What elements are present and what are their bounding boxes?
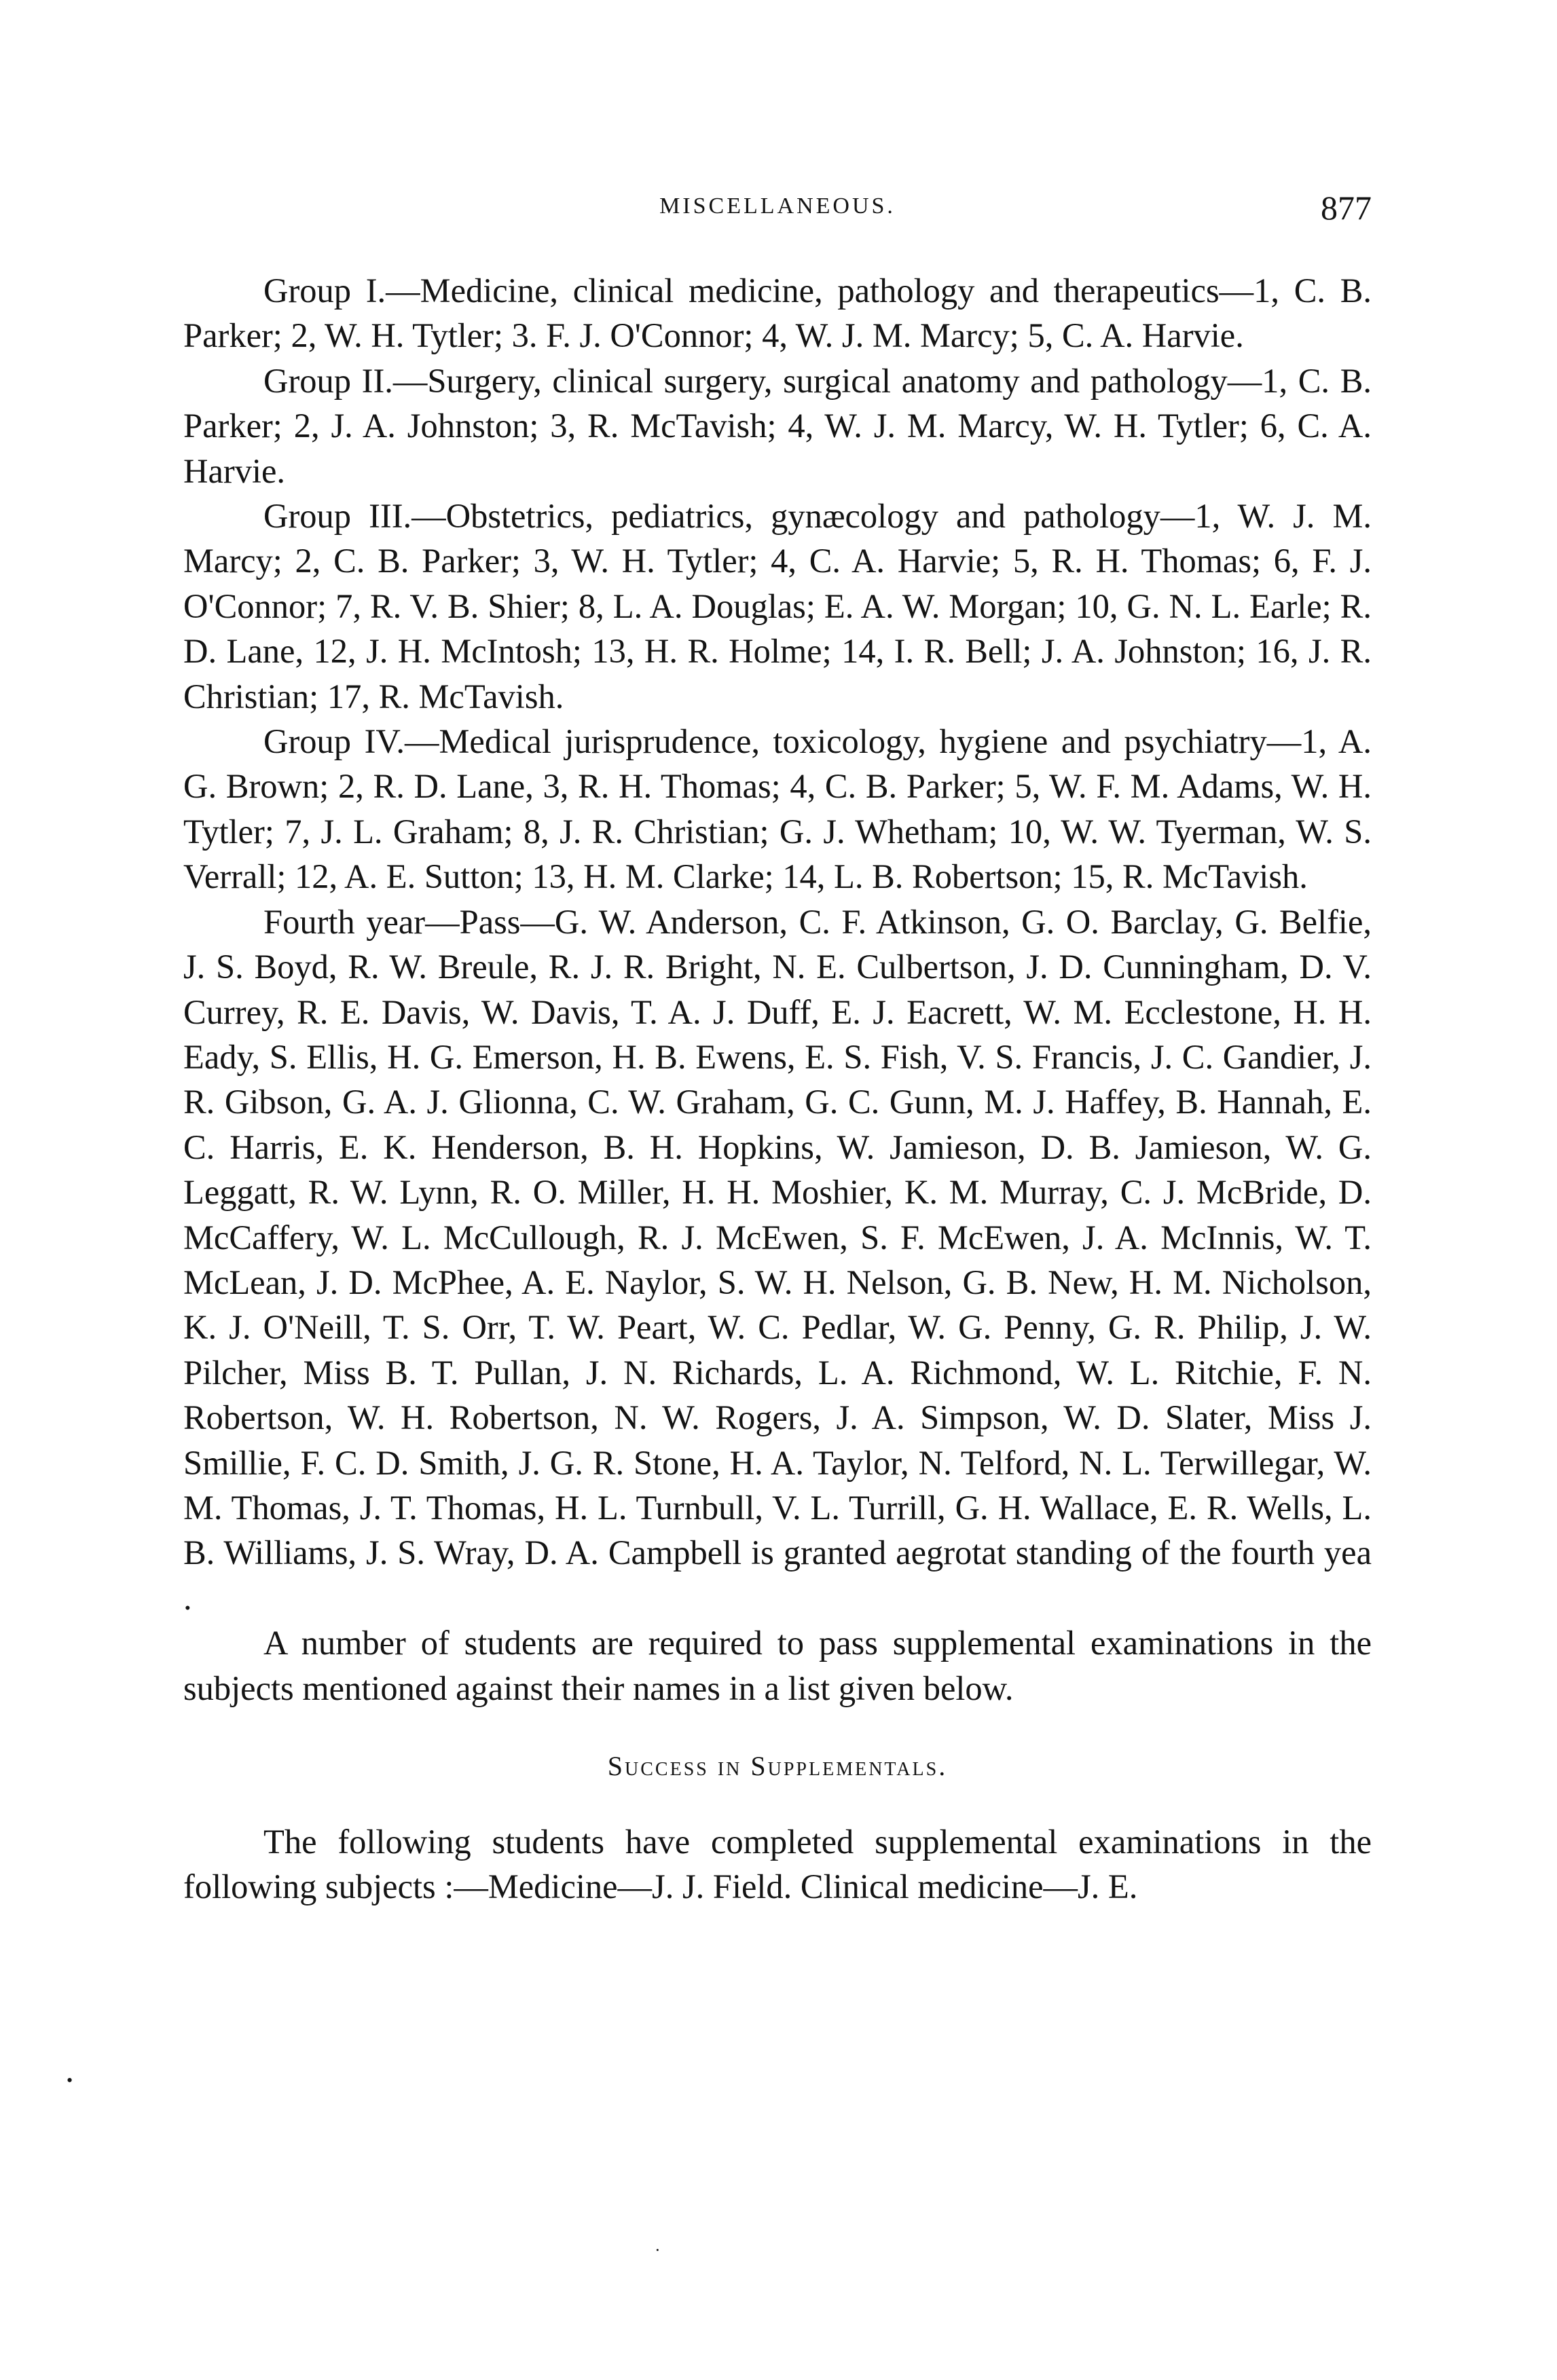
bottom-mark: · <box>655 2240 661 2260</box>
page-number: 877 <box>1321 189 1372 227</box>
margin-mark: • <box>67 2070 73 2090</box>
paragraph-group-4: Group IV.—Medical jurisprudence, toxicology, hygiene and psychiatry—1, A. G. Brown; 2, R. D. Lane, 3, R. H. Thomas; 4, C. B. Parker; 5, W. F. M. Adams, W. H. Tytler; 7, J. L. Graham; 8, J. R. Christian; G. J. Whetham; 10, W. W. Tyerman, W. S. Verrall; 12, A. E. Sutton; 13, H. M. Clarke; 14, L. B. Robertson; 15, R. McTavish. <box>183 722 1372 896</box>
paragraph-group-2: Group II.—Surgery, clinical surgery, surgical anatomy and pathology—1, C. B. Parker; 2, J. A. Johnston; 3, R. McTavish; 4, W. J. M. Marcy, W. H. Tytler; 6, C. A. Harvie. <box>183 361 1372 490</box>
paragraph-supplementals: The following students have completed supplemental examinations in the following subjects :—Medicine—J. J. Field. Clinical medicine—J. E. <box>183 1823 1372 1906</box>
paragraph-fourth-year-pass-list: Fourth year—Pass—G. W. Anderson, C. F. Atkinson, G. O. Barclay, G. Belfie, J. S. Boyd, R. W. Breule, R. J. R. Bright, N. E. Culbertson, J. D. Cunningham, D. V. Currey, R. E. Davis, W. Davis, T. A. J. Duff, E. J. Eacrett, W. M. Ecclestone, H. H. Eady, S. Ellis, H. G. Emerson, H. B. Ewens, E. S. Fish, V. S. Francis, J. C. Gandier, J. R. Gibson, G. A. J. Glionna, C. W. Graham, G. C. Gunn, M. J. Haffey, B. Hannah, E. C. Harris, E. K. Henderson, B. H. Hopkins, W. Jamieson, D. B. Jamieson, W. G. Leggatt, R. W. Lynn, R. O. Miller, H. H. Moshier, K. M. Murray, C. J. McBride, D. McCaffery, W. L. McCullough, R. J. McEwen, S. F. McEwen, J. A. McInnis, W. T. McLean, J. D. McPhee, A. E. Naylor, S. W. H. Nelson, G. B. New, H. M. Nicholson, K. J. O'Neill, T. S. Orr, T. W. Peart, W. C. Pedlar, W. G. Penny, G. R. Philip, J. W. Pilcher, Miss B. T. Pullan, J. N. Richards, L. A. Richmond, W. L. Ritchie, F. N. Robertson, W. H. Robertson, N. W. Rogers, J. A. Simpson, W. D. Slater, Miss J. Smillie, F. C. D. Smith, J. G. R. Stone, H. A. Taylor, N. Telford, N. L. Terwillegar, W. M. Thomas, J. T. Thomas, H. L. Turnbull, V. L. Turrill, G. H. Wallace, E. R. Wells, L. B. Williams, J. S. Wray, D. A. Campbell is granted aegrotat standing of the fourth yea . <box>183 902 1372 1617</box>
paragraph-supplemental-note: A number of students are required to pass supplemental examinations in the subjects mentioned against their names in a list given below. <box>183 1624 1372 1707</box>
section-heading: Success in Supplementals. <box>607 1751 948 1781</box>
running-title: MISCELLANEOUS. <box>659 193 896 219</box>
paragraph-group-1: Group I.—Medicine, clinical medicine, pathology and therapeutics—1, C. B. Parker; 2, W. H. Tytler; 3. F. J. O'Connor; 4, W. J. M. Marcy; 5, C. A. Harvie. <box>183 272 1372 355</box>
paragraph-group-3: Group III.—Obstetrics, pediatrics, gynæcology and pathology—1, W. J. M. Marcy; 2, C. B. Parker; 3, W. H. Tytler; 4, C. A. Harvie; 5, R. H. Thomas; 6, F. J. O'Connor; 7, R. V. B. Shier; 8, L. A. Douglas; E. A. W. Morgan; 10, G. N. L. Earle; R. D. Lane, 12, J. H. McIntosh; 13, H. R. Holme; 14, I. R. Bell; J. A. Johnston; 16, J. R. Christian; 17, R. McTavish. <box>183 497 1372 715</box>
running-head <box>183 189 1372 241</box>
body-text <box>183 268 1372 1910</box>
